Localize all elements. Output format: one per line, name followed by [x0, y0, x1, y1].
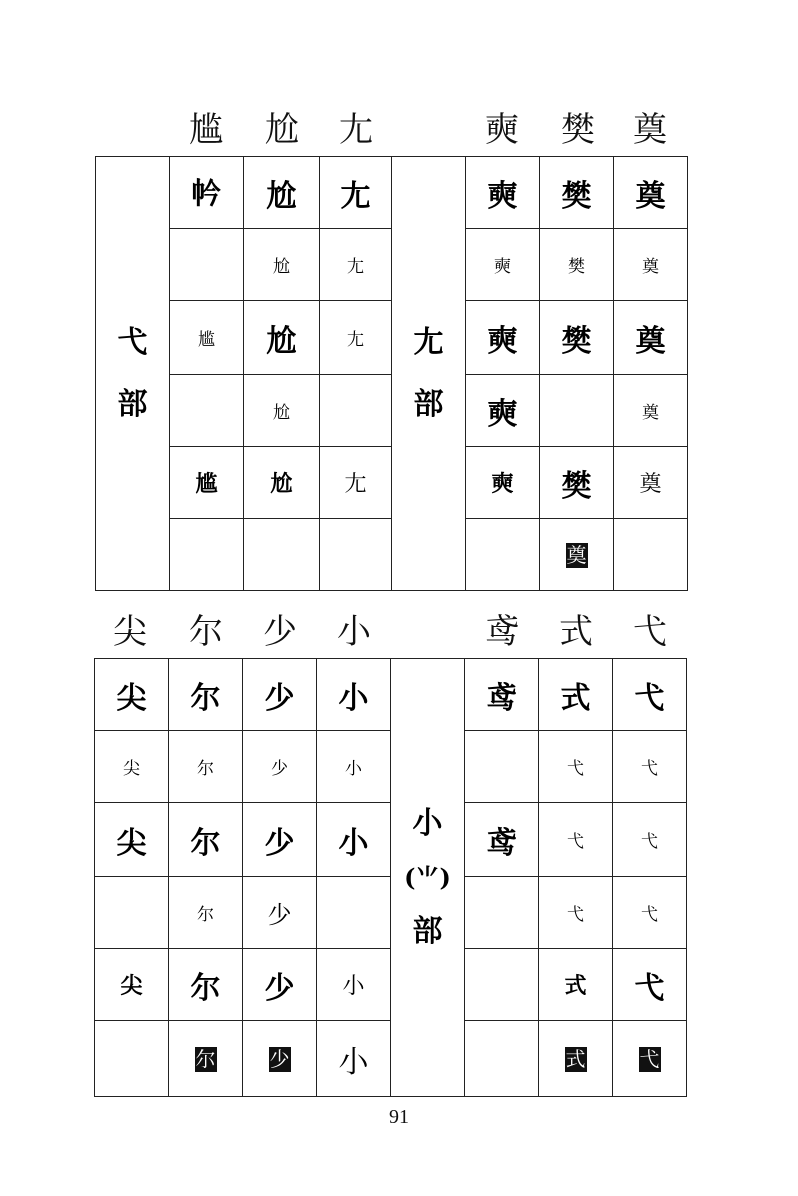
- glyph-cell: 弋: [613, 949, 687, 1021]
- bottom-header-6: 弋: [633, 612, 667, 652]
- glyph-cell: 弋: [613, 731, 687, 803]
- glyph-cell: 奭: [466, 157, 540, 229]
- glyph-cell: [317, 877, 391, 949]
- seal-cell: [540, 519, 614, 591]
- bottom-character-table: [94, 658, 687, 1097]
- glyph-cell: 尬: [244, 157, 320, 229]
- glyph-cell: [465, 731, 539, 803]
- glyph-cell: 尖: [95, 949, 169, 1021]
- glyph-cell: 小: [317, 731, 391, 803]
- band-char: 弋: [117, 324, 148, 360]
- glyph-cell: 少: [243, 659, 317, 731]
- glyph-cell: 樊: [540, 157, 614, 229]
- band-char: (⺌): [404, 862, 451, 892]
- top-header-4: 樊: [561, 110, 595, 150]
- glyph-cell: 鸢: [465, 659, 539, 731]
- band-char: 小: [412, 805, 443, 841]
- glyph-cell: 尖: [95, 731, 169, 803]
- glyph-cell: 樊: [540, 301, 614, 375]
- glyph-cell: 尢: [320, 447, 392, 519]
- glyph-cell: 尔: [169, 659, 243, 731]
- seal-cell: [613, 1021, 687, 1097]
- glyph-cell: [320, 519, 392, 591]
- bottom-header-3: 小: [337, 612, 371, 652]
- band-char: 部: [117, 386, 148, 422]
- top-header-1: 尬: [265, 110, 299, 150]
- glyph-cell: 鸢: [465, 803, 539, 877]
- glyph-cell: 弋: [613, 803, 687, 877]
- band-wang-radical: [392, 157, 466, 591]
- glyph-cell: [465, 949, 539, 1021]
- band-yi-radical: [96, 157, 170, 591]
- glyph-cell: [244, 519, 320, 591]
- seal-cell: [169, 1021, 243, 1097]
- glyph-cell: [614, 519, 688, 591]
- top-header-0: 尴: [189, 110, 223, 150]
- glyph-cell: 式: [539, 659, 613, 731]
- glyph-cell: [540, 375, 614, 447]
- seal-stamp: 弋: [639, 1046, 660, 1071]
- glyph-cell: 奠: [614, 447, 688, 519]
- glyph-cell: 奭: [466, 229, 540, 301]
- page-number: 91: [389, 1106, 409, 1128]
- top-header-5: 奠: [633, 110, 667, 150]
- glyph-cell: 尬: [244, 229, 320, 301]
- glyph-cell: 尔: [169, 803, 243, 877]
- glyph-cell: 尴: [170, 447, 244, 519]
- glyph-cell: 奠: [614, 157, 688, 229]
- glyph-cell: 少: [243, 949, 317, 1021]
- band-char: 尢: [413, 324, 444, 360]
- band-xiao-radical: [391, 659, 465, 1097]
- seal-stamp: 少: [269, 1046, 290, 1071]
- glyph-cell: 奭: [466, 301, 540, 375]
- glyph-cell: 尖: [95, 803, 169, 877]
- seal-stamp: 式: [565, 1046, 586, 1071]
- glyph-cell: 少: [243, 803, 317, 877]
- seal-cell: [243, 1021, 317, 1097]
- bottom-header-4: 鸢: [485, 612, 519, 652]
- top-header-3: 奭: [485, 110, 519, 150]
- glyph-cell: 弋: [613, 659, 687, 731]
- glyph-cell: 樊: [540, 447, 614, 519]
- glyph-cell: 奠: [614, 229, 688, 301]
- glyph-cell: 小: [317, 803, 391, 877]
- top-header-2: 尢: [339, 110, 373, 150]
- bottom-header-5: 式: [559, 612, 593, 652]
- glyph-cell: 小: [317, 949, 391, 1021]
- glyph-cell: [170, 375, 244, 447]
- glyph-cell: 尔: [169, 949, 243, 1021]
- glyph-cell: 奭: [466, 447, 540, 519]
- glyph-cell: 尬: [244, 375, 320, 447]
- band-char: 部: [412, 913, 443, 949]
- glyph-cell: 奭: [466, 375, 540, 447]
- glyph-cell: [95, 1021, 169, 1097]
- glyph-cell: [170, 519, 244, 591]
- glyph-cell: 少: [243, 877, 317, 949]
- seal-stamp: 奠: [566, 542, 587, 567]
- glyph-cell: 弋: [539, 731, 613, 803]
- seal-stamp: 尔: [195, 1046, 216, 1071]
- glyph-cell: 尢: [320, 229, 392, 301]
- glyph-cell: [466, 519, 540, 591]
- glyph-cell: [465, 1021, 539, 1097]
- glyph-cell: [170, 229, 244, 301]
- glyph-cell: [320, 375, 392, 447]
- glyph-cell: 尔: [169, 731, 243, 803]
- glyph-cell: 尢: [320, 301, 392, 375]
- glyph-cell: 弋: [539, 803, 613, 877]
- glyph-cell: 𢁮: [170, 157, 244, 229]
- bottom-header-2: 少: [263, 612, 297, 652]
- glyph-cell: 式: [539, 949, 613, 1021]
- glyph-cell: 小: [317, 1021, 391, 1097]
- band-char: 部: [413, 386, 444, 422]
- glyph-cell: 奠: [614, 375, 688, 447]
- top-character-table: [95, 156, 688, 591]
- glyph-cell: 尴: [170, 301, 244, 375]
- bottom-header-1: 尔: [189, 612, 223, 652]
- seal-cell: [539, 1021, 613, 1097]
- glyph-cell: 弋: [539, 877, 613, 949]
- bottom-header-0: 尖: [113, 612, 147, 652]
- glyph-cell: 尬: [244, 301, 320, 375]
- glyph-cell: [95, 877, 169, 949]
- glyph-cell: 尢: [320, 157, 392, 229]
- glyph-cell: 奠: [614, 301, 688, 375]
- glyph-cell: 少: [243, 731, 317, 803]
- glyph-cell: 尔: [169, 877, 243, 949]
- glyph-cell: 尖: [95, 659, 169, 731]
- glyph-cell: 小: [317, 659, 391, 731]
- glyph-cell: [465, 877, 539, 949]
- glyph-cell: 樊: [540, 229, 614, 301]
- glyph-cell: 尬: [244, 447, 320, 519]
- glyph-cell: 弋: [613, 877, 687, 949]
